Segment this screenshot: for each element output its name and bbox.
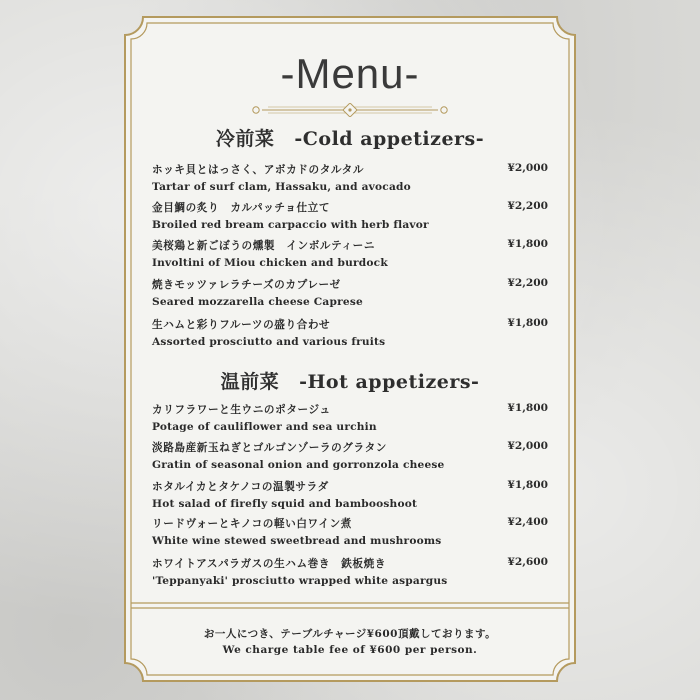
section-title-cold: [0, 124, 700, 151]
item-name-en: 'Teppanyaki' prosciutto wrapped white aspargus: [152, 575, 448, 587]
item-name-ja: 生ハムと彩りフルーツの盛り合わせ: [152, 319, 331, 331]
section-title-cold-en: -Cold appetizers-: [294, 128, 485, 150]
item-price: ¥2,000: [507, 440, 548, 452]
item-price: ¥1,800: [507, 238, 548, 250]
menu-title: -Menu-: [280, 50, 420, 97]
item-price: ¥1,800: [507, 317, 548, 329]
item-name-en: Seared mozzarella cheese Caprese: [152, 296, 363, 308]
section-title-hot: [0, 367, 700, 394]
item-name-ja: ホッキ貝とはっさく、アボカドのタルタル: [152, 164, 365, 176]
item-name-en: Assorted prosciutto and various fruits: [152, 336, 386, 348]
item-price: ¥2,600: [507, 556, 548, 568]
item-name-en: Involtini of Miou chicken and burdock: [152, 257, 388, 269]
section-title-hot-ja: 温前菜: [220, 371, 280, 393]
item-name-en: White wine stewed sweetbread and mushrooms: [152, 535, 442, 547]
item-price: ¥2,200: [507, 277, 548, 289]
item-name-en: Gratin of seasonal onion and gorronzola cheese: [152, 459, 445, 471]
item-price: ¥1,800: [507, 402, 548, 414]
table-charge-note-ja: お一人につき、テーブルチャージ¥600頂戴しております。: [203, 628, 497, 640]
item-name-ja: 焼きモッツァレラチーズのカプレーゼ: [152, 279, 341, 291]
table-charge-note-en: We charge table fee of ¥600 per person.: [222, 644, 478, 656]
item-price: ¥2,000: [507, 162, 548, 174]
item-name-ja: ホワイトアスパラガスの生ハム巻き 鉄板焼き: [152, 558, 387, 570]
section-title-hot-en: -Hot appetizers-: [299, 371, 480, 393]
item-name-en: Tartar of surf clam, Hassaku, and avocado: [152, 181, 411, 193]
item-name-ja: 金目鯛の炙り カルパッチョ仕立て: [152, 202, 331, 214]
section-title-cold-ja: 冷前菜: [215, 128, 275, 150]
item-name-en: Potage of cauliflower and sea urchin: [152, 421, 377, 433]
item-price: ¥2,200: [507, 200, 548, 212]
item-name-en: Hot salad of firefly squid and bambooshoot: [152, 498, 418, 510]
item-price: ¥2,400: [507, 516, 548, 528]
item-name-ja: カリフラワーと生ウニのポタージュ: [152, 404, 331, 416]
item-name-en: Broiled red bream carpaccio with herb flavor: [152, 219, 429, 231]
ornament-divider-icon: [248, 103, 452, 117]
item-name-ja: 美桜鶏と新ごぼうの燻製 インボルティーニ: [152, 240, 376, 252]
item-name-ja: ホタルイカとタケノコの温製サラダ: [152, 481, 329, 493]
item-price: ¥1,800: [507, 479, 548, 491]
item-name-ja: 淡路島産新玉ねぎとゴルゴンゾーラのグラタン: [152, 442, 387, 454]
item-name-ja: リードヴォーとキノコの軽い白ワイン煮: [152, 518, 353, 530]
